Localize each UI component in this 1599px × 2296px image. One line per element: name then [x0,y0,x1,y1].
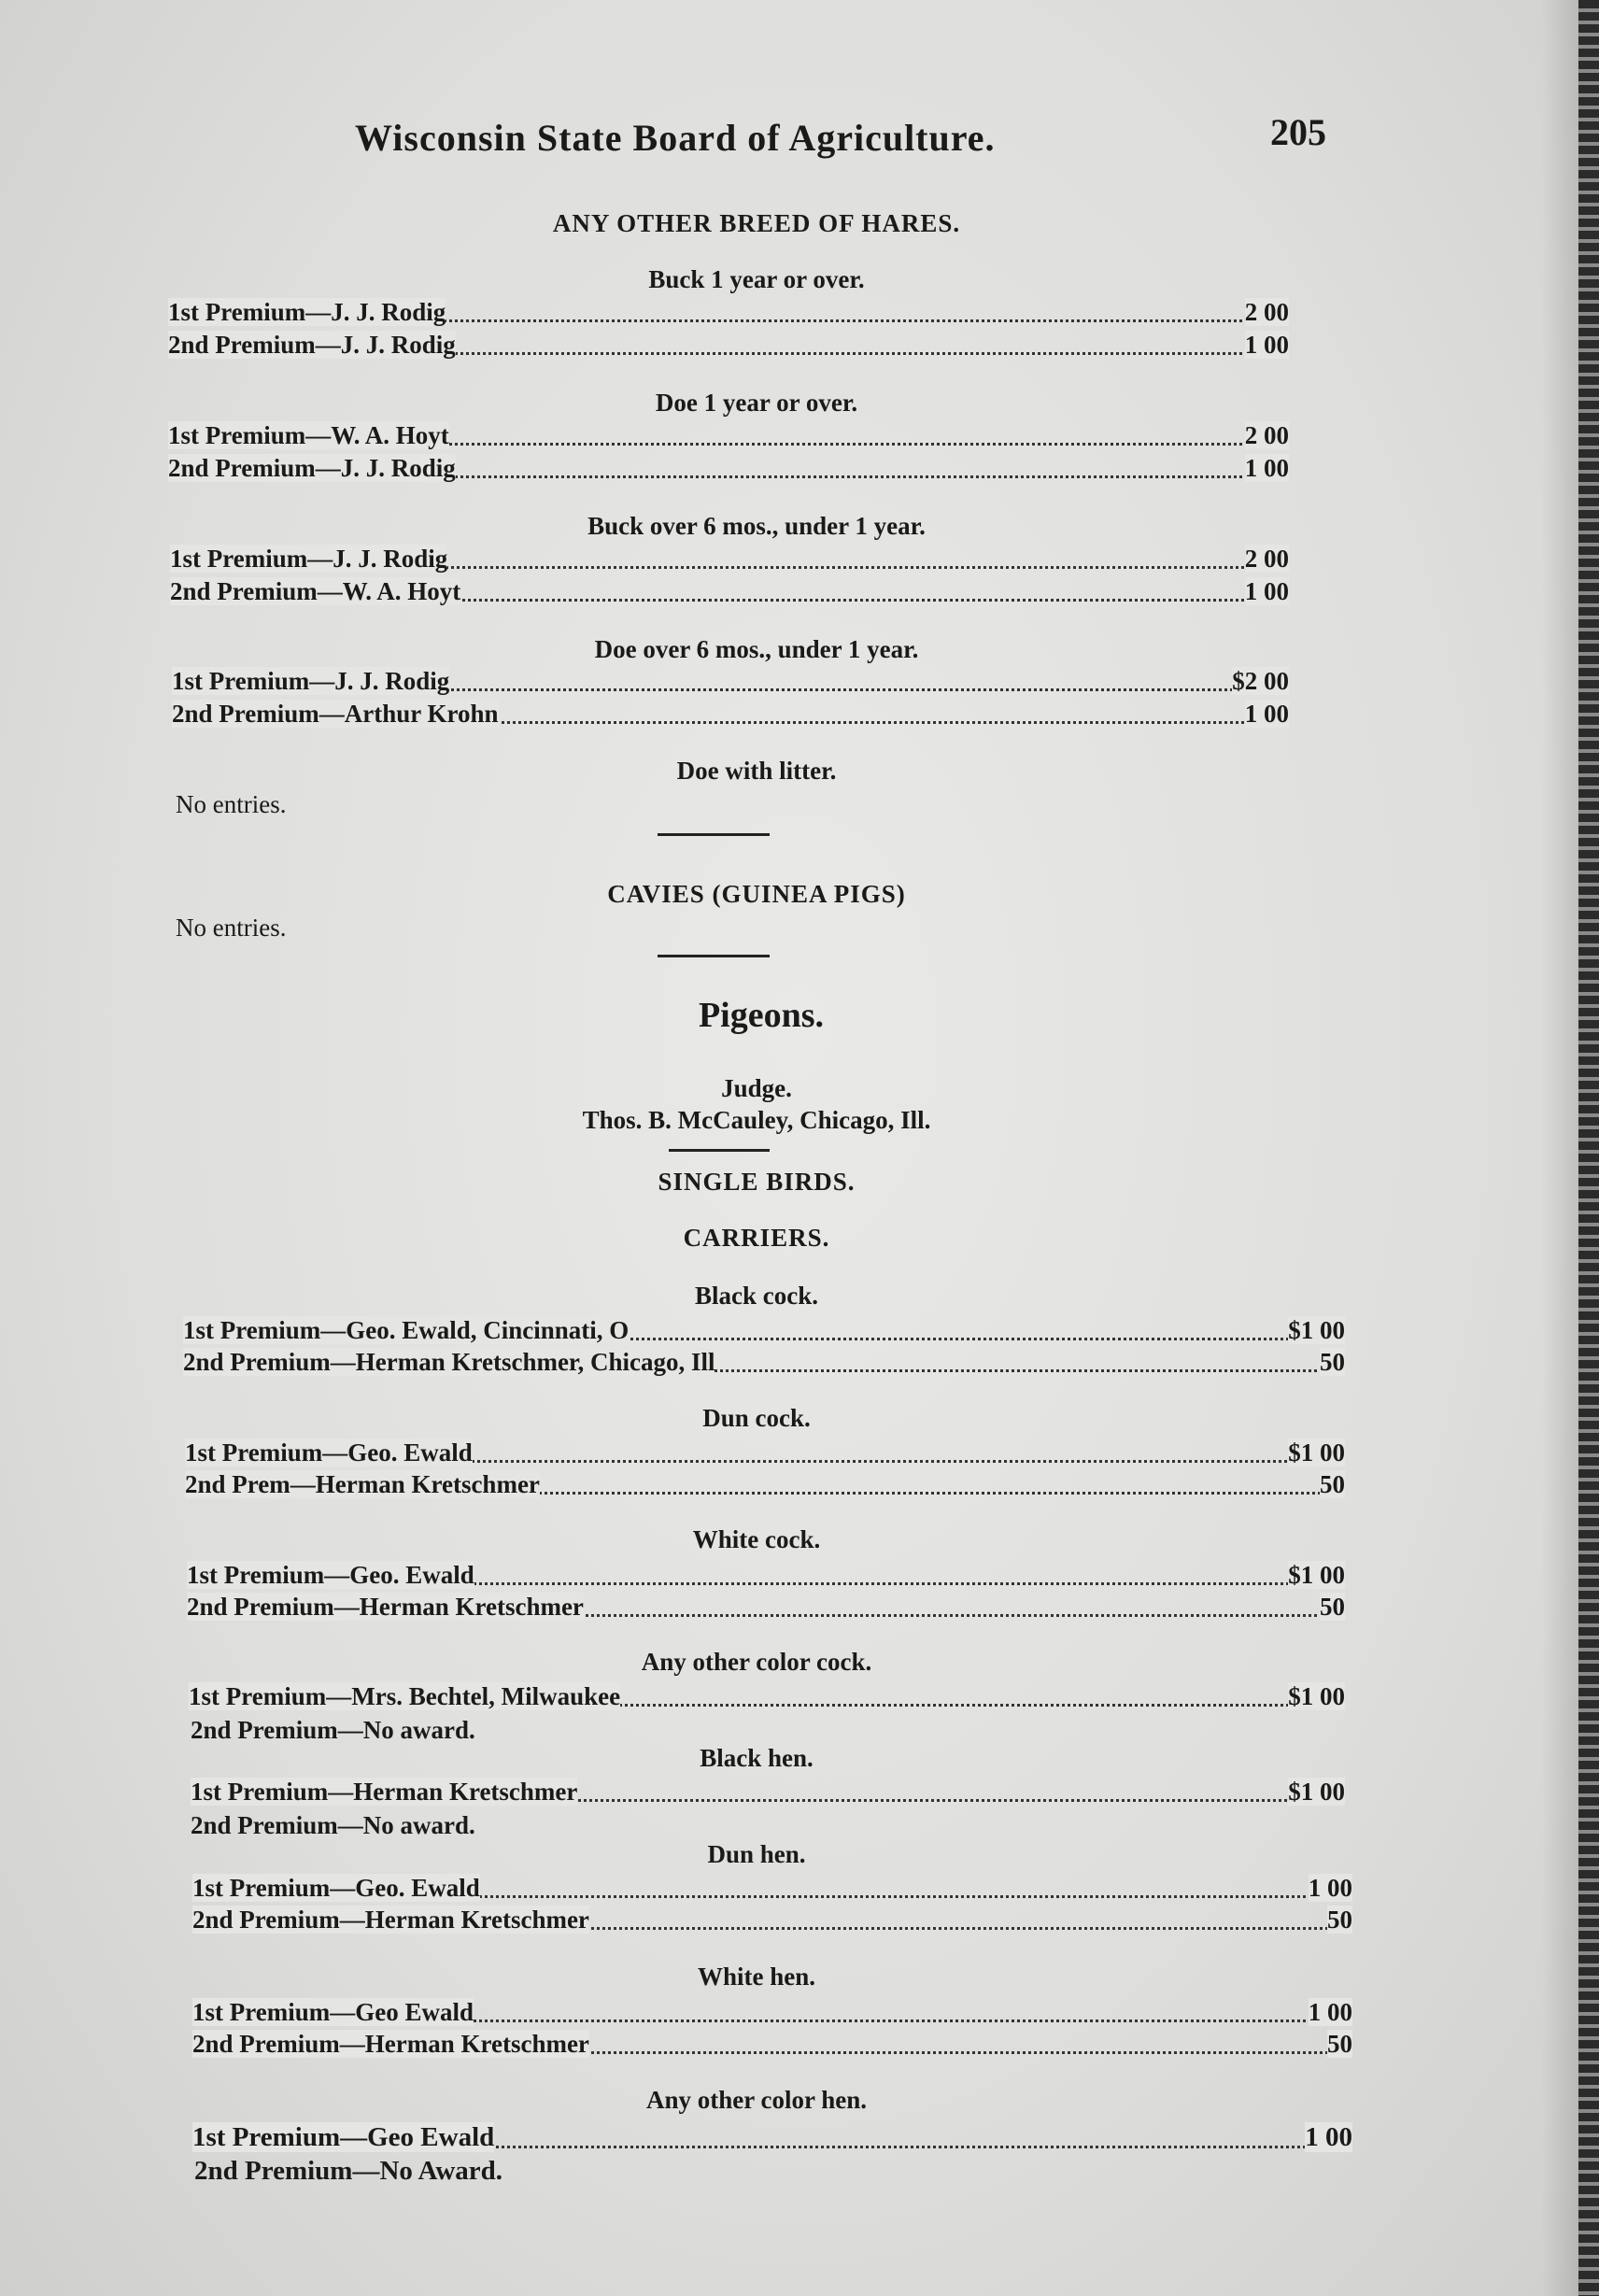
award-amount: 1 00 [1244,331,1289,359]
subsection-title: SINGLE BIRDS. [658,1168,856,1196]
judge-name: Thos. B. McCauley, Chicago, Ill. [582,1106,931,1134]
award-amount: 50 [1320,1470,1345,1498]
award-line [192,2030,1352,2062]
award-amount: 50 [1327,2030,1352,2058]
award-line [172,667,1289,699]
award-line [183,1316,1345,1348]
section-divider [658,955,770,957]
award-label: 2nd Premium—W. A. Hoyt [170,577,461,605]
award-label: 1st Premium—Herman Kretschmer [191,1778,578,1806]
class-heading: Dun hen. [707,1840,806,1868]
class-heading: Black cock. [695,1282,818,1310]
award-label: 1st Premium—W. A. Hoyt [168,421,449,449]
no-entries-note: No entries. [176,790,287,818]
subsection-title: CARRIERS. [683,1224,830,1252]
class-heading: Doe 1 year or over. [655,389,858,417]
award-line [168,331,1289,362]
award-amount: $1 00 [1288,1439,1345,1467]
award-amount: $2 00 [1232,667,1289,695]
award-amount: 1 00 [1244,577,1289,605]
award-label: 1st Premium—Geo. Ewald, Cincinnati, O [183,1316,630,1344]
judge-heading: Judge. [721,1074,792,1102]
no-award-line: 2nd Premium—No Award. [194,2156,503,2186]
award-label: 2nd Premium—Arthur Krohn [172,700,499,728]
award-amount: $1 00 [1288,1682,1345,1710]
award-label: 1st Premium—Geo. Ewald [192,1874,480,1902]
award-label: 1st Premium—J. J. Rodig [168,298,446,326]
award-label: 1st Premium—J. J. Rodig [172,667,450,695]
award-line [168,298,1289,330]
class-heading: White hen. [697,1963,815,1991]
award-label: 2nd Premium—Herman Kretschmer [192,2030,589,2058]
page-number: 205 [1270,111,1326,153]
class-heading: Buck over 6 mos., under 1 year. [587,512,926,540]
award-label: 1st Premium—Geo. Ewald [187,1561,474,1589]
award-label: 2nd Premium—Herman Kretschmer, Chicago, Ill [183,1348,715,1376]
class-heading: Doe with litter. [676,757,837,785]
award-amount: 1 00 [1305,2122,1352,2152]
award-line [185,1439,1345,1470]
section-divider [669,1149,770,1152]
award-label: 1st Premium—Geo Ewald [192,1998,474,2026]
award-amount: $1 00 [1288,1561,1345,1589]
award-amount: 2 00 [1244,298,1289,326]
page-header [168,110,1326,166]
award-line [192,1906,1352,1937]
class-heading: Any other color hen. [646,2086,867,2114]
award-line [192,1874,1352,1906]
class-heading: Doe over 6 mos., under 1 year. [594,635,919,663]
class-heading: Dun cock. [702,1404,811,1432]
book-binding-edge [1578,0,1599,2296]
running-title: Wisconsin State Board of Agriculture. [355,117,996,159]
award-amount: $1 00 [1288,1316,1345,1344]
section-title-cavies: CAVIES (GUINEA PIGS) [607,880,906,908]
no-award-line: 2nd Premium—No award. [191,1811,475,1839]
award-line [189,1682,1345,1714]
award-label: 2nd Premium—Herman Kretschmer [192,1906,589,1934]
award-line [183,1348,1345,1380]
section-divider [658,833,770,836]
no-entries-note: No entries. [176,914,287,942]
award-amount: 2 00 [1244,421,1289,449]
no-award-line: 2nd Premium—No award. [191,1716,475,1744]
award-line [192,2122,1352,2156]
class-heading: Buck 1 year or over. [648,265,865,293]
award-label: 2nd Premium—Herman Kretschmer [187,1593,584,1621]
award-amount: 50 [1320,1348,1345,1376]
class-heading: Any other color cock. [641,1648,872,1676]
award-label: 1st Premium—Geo Ewald [192,2122,495,2152]
award-line [170,577,1289,609]
award-amount: 1 00 [1308,1998,1352,2026]
award-label: 1st Premium—J. J. Rodig [170,545,448,573]
award-amount: 50 [1320,1593,1345,1621]
award-label: 1st Premium—Geo. Ewald [185,1439,473,1467]
section-title-pigeons: Pigeons. [698,996,825,1035]
award-line [187,1561,1345,1593]
award-label: 2nd Premium—J. J. Rodig [168,331,456,359]
class-heading: Black hen. [700,1744,814,1772]
award-amount: $1 00 [1288,1778,1345,1806]
award-line [172,700,1289,731]
award-line [185,1470,1345,1502]
award-amount: 2 00 [1244,545,1289,573]
award-line [170,545,1289,576]
award-line [168,454,1289,486]
award-amount: 1 00 [1244,700,1289,728]
award-line [168,421,1289,453]
award-line [191,1778,1345,1809]
award-line [192,1998,1352,2030]
award-amount: 50 [1327,1906,1352,1934]
award-amount: 1 00 [1244,454,1289,482]
award-line [187,1593,1345,1624]
binding-shadow [1541,0,1578,2296]
award-amount: 1 00 [1308,1874,1352,1902]
section-title-hares: ANY OTHER BREED OF HARES. [552,209,961,237]
award-label: 2nd Premium—J. J. Rodig [168,454,456,482]
class-heading: White cock. [692,1525,821,1553]
award-label: 1st Premium—Mrs. Bechtel, Milwaukee [189,1682,621,1710]
award-label: 2nd Prem—Herman Kretschmer [185,1470,540,1498]
